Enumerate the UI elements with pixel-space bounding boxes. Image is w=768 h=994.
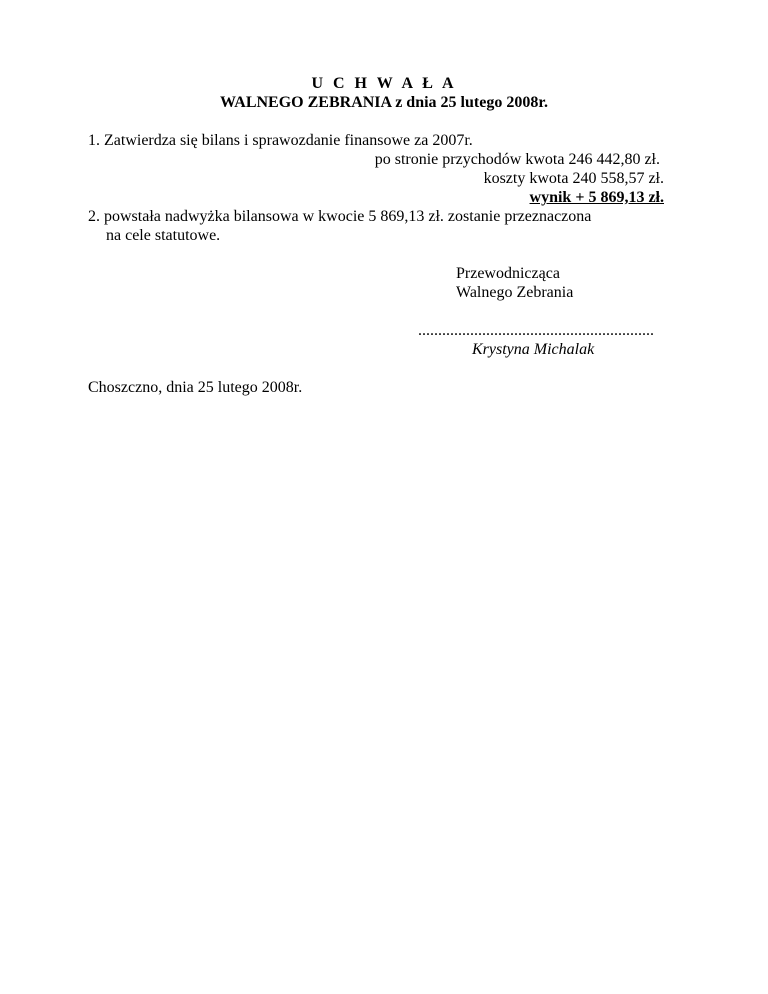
document-subtitle: WALNEGO ZEBRANIA z dnia 25 lutego 2008r. [220, 94, 548, 111]
costs-line: koszty kwota 240 558,57 zł. [483, 170, 664, 187]
result-line: wynik + 5 869,13 zł. [529, 189, 664, 206]
item-1-text: 1. Zatwierdza się bilans i sprawozdanie finansowe za 2007r. [88, 132, 473, 149]
place-date: Choszczno, dnia 25 lutego 2008r. [88, 379, 303, 396]
document-title: U C H W A Ł A [311, 75, 457, 92]
income-line: po stronie przychodów kwota 246 442,80 zł. [374, 151, 660, 168]
signature-role-line1: Przewodnicząca [456, 265, 560, 282]
item-2-text-line2: na cele statutowe. [106, 227, 221, 244]
signature-role-line2: Walnego Zebrania [456, 284, 574, 301]
item-2-text-line1: 2. powstała nadwyżka bilansowa w kwocie 5 869,13 zł. zostanie przeznaczona [88, 208, 592, 225]
signature-name: Krystyna Michalak [472, 341, 595, 358]
signature-dotted-line: ........................................................... [418, 322, 654, 339]
